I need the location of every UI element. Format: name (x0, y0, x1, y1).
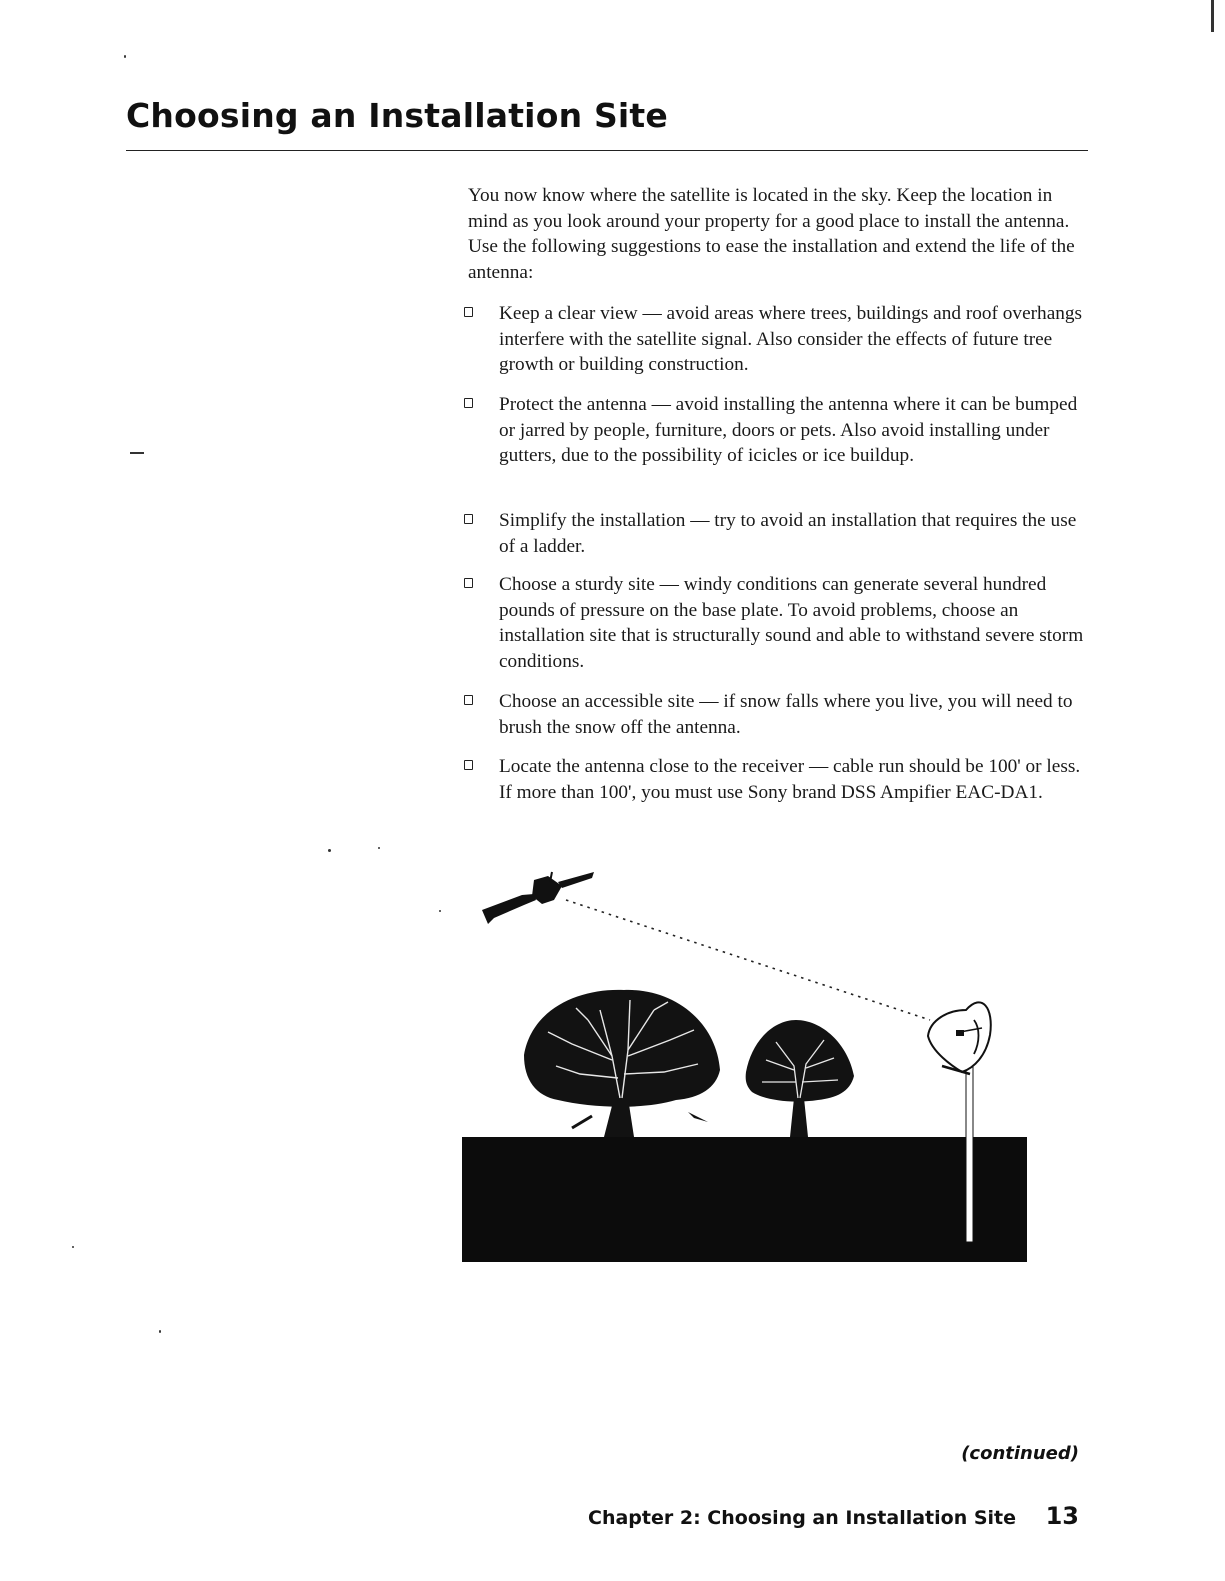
scan-speck (124, 55, 126, 58)
list-item (464, 572, 1094, 674)
scan-speck (1211, 0, 1214, 32)
list-item (464, 508, 1094, 559)
list-item (464, 301, 1094, 378)
installation-site-illustration (462, 860, 1027, 1262)
page-footer (588, 1502, 1079, 1530)
checkbox-bullet-icon (464, 695, 473, 705)
title-rule (126, 150, 1088, 151)
tree-icon (746, 1020, 854, 1137)
intro-paragraph: You now know where the satellite is located in the sky. Keep the location in mind as you look around your property for a good place to install the antenna. Use the following suggestions to ease the installation and extend the life of the antenna: (468, 185, 1075, 283)
checkbox-bullet-icon (464, 514, 473, 524)
tree-icon (524, 990, 720, 1137)
page-title: Choosing an Installation Site (126, 96, 668, 135)
scan-speck (328, 849, 331, 852)
scan-speck (378, 847, 380, 849)
checkbox-bullet-icon (464, 398, 473, 408)
continued-note: (continued) (961, 1443, 1079, 1464)
checkbox-bullet-icon (464, 760, 473, 770)
list-item-text: Protect the antenna — avoid installing the antenna where it can be bumped or jarred by people, furniture, doors or pets. Also avoid installing under gutters, due to the possibility of icicles or ice buildup. (499, 394, 1078, 466)
ground (462, 1137, 1027, 1262)
list-item (464, 754, 1094, 805)
checkbox-bullet-icon (464, 578, 473, 588)
scan-speck (130, 452, 144, 454)
footer-chapter-title: Chapter 2: Choosing an Installation Site (588, 1507, 1017, 1529)
scan-speck (72, 1246, 74, 1248)
scan-speck (159, 1330, 161, 1333)
list-item-text: Locate the antenna close to the receiver — cable run should be 100' or less. If more than 100', you must use Sony brand DSS Ampifier EAC-DA1. (499, 756, 1081, 803)
list-item-text: Choose an accessible site — if snow falls where you live, you will need to brush the snow off the antenna. (499, 691, 1073, 738)
list-item (464, 689, 1094, 740)
checkbox-bullet-icon (464, 307, 473, 317)
list-item-text: Simplify the installation — try to avoid an installation that requires the use of a ladder. (499, 510, 1077, 557)
satellite-icon (482, 872, 594, 924)
list-item-text: Choose a sturdy site — windy conditions can generate several hundred pounds of pressure on the base plate. To avoid problems, choose an installation site that is structurally sound and able to withstand severe storm conditions. (499, 574, 1084, 672)
list-item (464, 392, 1094, 469)
list-item-text: Keep a clear view — avoid areas where trees, buildings and roof overhangs interfere with the satellite signal. Also consider the effects of future tree growth or building construction. (499, 303, 1083, 375)
page-number: 13 (1045, 1502, 1079, 1530)
scan-speck (439, 910, 441, 912)
